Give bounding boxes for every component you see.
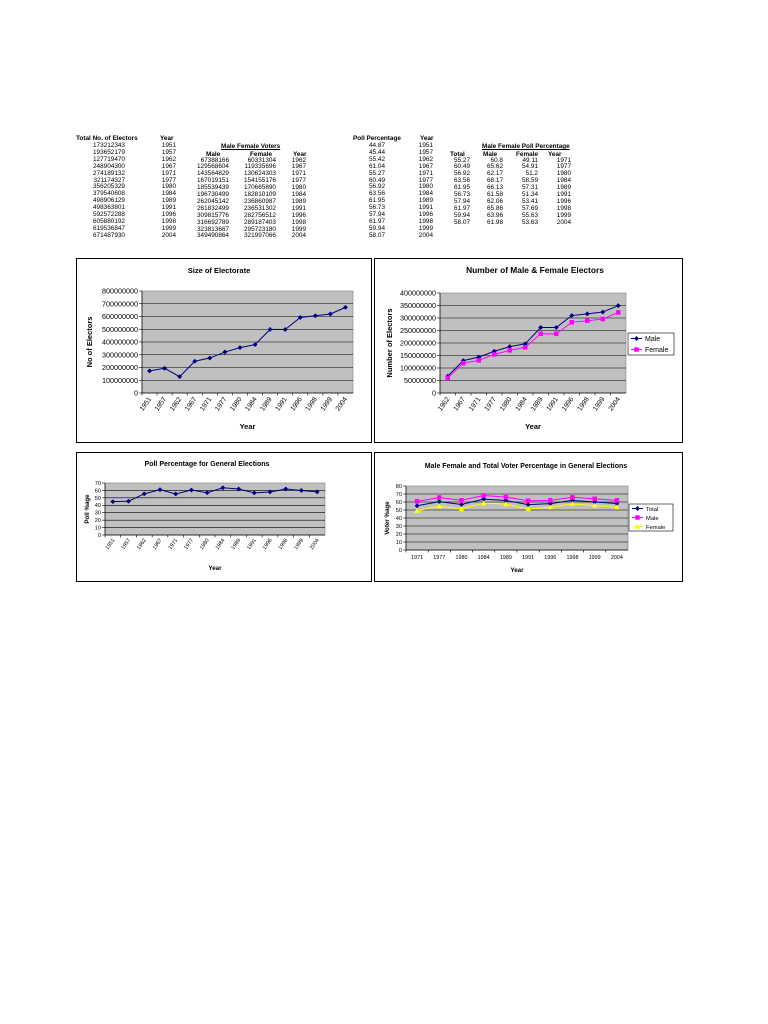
- electors-cell: 592572288: [93, 211, 125, 218]
- poll-percentage-svg: [77, 453, 371, 581]
- c4-group: [384, 463, 673, 574]
- mf-voters-cell: 1980: [291, 184, 306, 192]
- x-tick-label: 1971: [411, 555, 424, 561]
- x-tick-label: 1962: [168, 396, 184, 413]
- mf-voters-cell: 1989: [291, 197, 306, 205]
- chart-title: Number of Male & Female Electors: [466, 265, 604, 275]
- x-tick-label: 1999: [591, 396, 607, 413]
- mf-poll-cell: 55.63: [522, 211, 538, 219]
- x-tick-label: 1967: [151, 537, 164, 551]
- poll-cell: 56.92: [369, 183, 385, 191]
- data-point-female: [492, 352, 496, 356]
- y-tick-label: 100000000: [102, 375, 138, 385]
- mf-voters-male-header: Male: [206, 151, 221, 158]
- electors-cell: 1971: [161, 169, 176, 177]
- mf-poll-cell: 1991: [556, 191, 571, 198]
- mf-poll-cell: 1996: [556, 197, 571, 205]
- data-point-female: [554, 332, 558, 336]
- x-tick-label: 1989: [230, 537, 243, 551]
- electors-cell: 1951: [161, 142, 176, 149]
- data-point-male: [615, 498, 619, 502]
- electors-cell: 1984: [161, 190, 176, 198]
- x-tick-label: 1984: [514, 396, 529, 413]
- x-tick-label: 1996: [261, 537, 274, 551]
- legend-marker: [635, 348, 639, 352]
- x-tick-label: 1980: [455, 555, 468, 561]
- size-of-electorate-svg: [77, 259, 371, 442]
- electors-cell: 356205329: [93, 183, 125, 191]
- poll-cell: 1971: [418, 169, 433, 177]
- mf-voters-cell: 262045142: [197, 197, 229, 205]
- data-point-male: [504, 495, 508, 499]
- y-tick-label: 0: [97, 532, 101, 539]
- poll-cell: 61.04: [369, 162, 385, 170]
- mf-poll-cell: 61.95: [454, 184, 470, 192]
- x-axis-title: Year: [510, 567, 524, 574]
- poll-cell: 1998: [418, 217, 433, 225]
- mf-poll-cell: 51.34: [522, 191, 538, 198]
- mf-poll-cell: 61.98: [487, 218, 503, 226]
- data-point-male: [482, 493, 486, 497]
- x-tick-label: 1999: [588, 555, 601, 561]
- electors-cell: 321174327: [93, 176, 125, 184]
- mf-poll-cell: 55.27: [454, 156, 470, 164]
- mf-voters-cell: 1967: [291, 163, 306, 171]
- data-point-female: [616, 311, 620, 315]
- y-tick-label: 40: [94, 503, 101, 510]
- plot-area: [105, 483, 325, 535]
- y-tick-label: 20: [395, 531, 402, 538]
- y-tick-label: 100000000: [400, 363, 436, 373]
- x-tick-label: 2004: [610, 555, 623, 561]
- x-tick-label: 1962: [136, 537, 148, 551]
- electors-cell: 1962: [161, 155, 176, 163]
- legend-label: Female: [646, 524, 666, 531]
- poll-cell: 55.42: [369, 155, 385, 163]
- x-tick-label: 1967: [183, 396, 199, 413]
- mf-poll-male-header: Male: [483, 151, 498, 158]
- poll-cell: 1967: [418, 162, 433, 170]
- mf-voters-cell: 2004: [291, 232, 306, 240]
- electors-cell: 2004: [161, 231, 176, 239]
- poll-pct-header: Poll Percentage: [353, 135, 401, 142]
- mf-voters-cell: 154155176: [244, 177, 276, 185]
- y-tick-label: 800000000: [102, 286, 138, 296]
- poll-cell: 60.49: [369, 176, 385, 184]
- y-tick-label: 60: [94, 488, 101, 495]
- mf-voters-cell: 170665890: [244, 184, 276, 192]
- mf-voters-cell: 185539439: [197, 184, 229, 192]
- y-tick-label: 20: [94, 518, 101, 525]
- x-tick-label: 1998: [304, 396, 319, 413]
- mf-poll-cell: 58.07: [454, 218, 470, 226]
- poll-percentage-chart: [76, 452, 372, 582]
- electors-cell: 498906129: [93, 197, 125, 205]
- c1-group: [85, 266, 353, 431]
- data-point-female: [539, 332, 543, 336]
- x-tick-label: 1989: [499, 555, 512, 561]
- mf-poll-cell: 66.13: [487, 184, 503, 192]
- y-tick-label: 400000000: [102, 337, 138, 347]
- x-axis-title: Year: [208, 565, 222, 572]
- mf-voters-cell: 261832499: [197, 204, 229, 212]
- x-tick-label: 1991: [246, 537, 258, 551]
- mf-voters-cell: 1999: [291, 225, 306, 233]
- mf-poll-cell: 57.31: [522, 184, 538, 192]
- mf-poll-cell: 61.97: [454, 204, 470, 212]
- y-tick-label: 30: [94, 510, 101, 517]
- y-tick-label: 0: [134, 388, 138, 398]
- mf-poll-cell: 1998: [556, 204, 571, 212]
- mf-voters-year-header: Year: [293, 151, 307, 158]
- x-tick-label: 1989: [259, 396, 274, 413]
- y-tick-label: 250000000: [400, 326, 436, 336]
- mf-poll-cell: 51.2: [525, 170, 538, 178]
- legend-label: Male: [646, 515, 659, 522]
- mf-poll-cell: 53.63: [522, 218, 538, 226]
- legend-label: Male: [645, 335, 661, 343]
- poll-cell: 1996: [418, 211, 433, 218]
- x-tick-label: 1957: [120, 537, 133, 551]
- x-tick-label: 2004: [308, 537, 321, 551]
- poll-cell: 61.97: [369, 217, 385, 225]
- mf-poll-cell: 60.49: [454, 163, 470, 171]
- electors-cell: 1980: [161, 183, 176, 191]
- electors-cell: 274189132: [93, 169, 125, 177]
- c3-group: [84, 461, 325, 572]
- poll-cell: 57.94: [369, 211, 385, 218]
- data-point-female: [477, 358, 481, 362]
- mf-voters-cell: 295723180: [244, 225, 276, 233]
- mf-voters-cell: 236531302: [244, 204, 276, 212]
- data-point-female: [601, 317, 605, 321]
- y-tick-label: 50000000: [404, 376, 436, 386]
- legend-label: Female: [645, 346, 669, 354]
- y-tick-label: 700000000: [102, 299, 138, 309]
- data-point-male: [526, 499, 530, 503]
- mf-voters-title: Male Female Voters: [221, 143, 281, 150]
- y-tick-label: 10: [94, 525, 101, 532]
- size-of-electorate-chart: [76, 258, 372, 443]
- x-tick-label: 1977: [433, 555, 446, 561]
- mf-voters-cell: 236860987: [244, 197, 276, 205]
- y-axis-title: No of Electors: [85, 316, 94, 368]
- mf-poll-cell: 61.58: [487, 191, 503, 198]
- electors-cell: 127719470: [93, 155, 125, 163]
- data-point-female: [570, 320, 574, 324]
- poll-year-header: Year: [420, 135, 434, 142]
- poll-cell: 2004: [418, 231, 433, 239]
- mf-poll-cell: 57.69: [522, 204, 538, 212]
- electors-cell: 1999: [161, 224, 176, 232]
- mf-poll-cell: 65.62: [487, 163, 503, 171]
- data-point-male: [571, 495, 575, 499]
- y-tick-label: 10: [395, 539, 402, 546]
- data-point-male: [460, 498, 464, 502]
- mf-voters-cell: 1977: [291, 177, 306, 185]
- mf-poll-cell: 54.91: [522, 163, 538, 171]
- mf-poll-female-header: Female: [516, 151, 539, 158]
- mf-poll-cell: 49.11: [522, 156, 538, 164]
- poll-cell: 1984: [418, 190, 433, 198]
- y-axis-title: Number of Electors: [385, 308, 394, 378]
- x-tick-label: 1999: [293, 537, 306, 551]
- mf-voters-cell: 60331304: [247, 156, 276, 164]
- x-tick-label: 1977: [483, 396, 498, 413]
- mf-voters-cell: 119335696: [244, 163, 276, 171]
- mf-poll-cell: 68.17: [487, 177, 503, 185]
- electors-cell: 379540608: [93, 190, 125, 198]
- y-tick-label: 200000000: [400, 338, 436, 348]
- mf-poll-cell: 1999: [556, 211, 571, 219]
- mf-poll-cell: 62.06: [487, 197, 503, 205]
- x-tick-label: 1962: [436, 396, 452, 413]
- mf-voters-cell: 143564829: [197, 170, 229, 178]
- data-point-male: [593, 497, 597, 501]
- electors-cell: 619536847: [93, 224, 125, 232]
- electors-cell: 1989: [161, 197, 176, 205]
- electors-cell: 1957: [161, 148, 176, 156]
- mf-voters-female-header: Female: [250, 151, 273, 158]
- mf-poll-cell: 1977: [556, 163, 571, 171]
- mf-voters-cell: 130624303: [244, 170, 276, 178]
- mf-poll-total-header: Total: [450, 151, 465, 158]
- electors-cell: 605880192: [93, 217, 125, 225]
- mf-voters-cell: 321997066: [244, 232, 276, 240]
- poll-cell: 1989: [418, 197, 433, 205]
- poll-cell: 1991: [418, 204, 433, 212]
- electors-cell: 1996: [161, 211, 176, 218]
- x-tick-label: 1980: [498, 396, 514, 413]
- data-point-female: [446, 376, 450, 380]
- mf-poll-cell: 63.56: [454, 177, 470, 185]
- electors-cell: 193652179: [93, 148, 125, 156]
- mf-poll-cell: 65.86: [487, 204, 503, 212]
- poll-cell: 55.27: [369, 169, 385, 177]
- x-tick-label: 1984: [244, 396, 259, 413]
- data-point-male: [548, 498, 552, 502]
- mf-voters-cell: 182810109: [244, 191, 276, 198]
- mf-voters-cell: 1971: [291, 170, 306, 178]
- mf-poll-title: Male Female Poll Percentage: [482, 143, 570, 150]
- mf-poll-cell: 1971: [556, 156, 571, 164]
- poll-cell: 44.87: [369, 142, 385, 149]
- mf-voters-cell: 167019151: [197, 177, 229, 185]
- electors-year-header: Year: [160, 135, 174, 142]
- x-tick-label: 1971: [167, 537, 180, 551]
- x-tick-label: 1998: [277, 537, 290, 551]
- x-axis-title: Year: [239, 422, 256, 431]
- mf-voters-cell: 349490864: [197, 232, 229, 240]
- mf-poll-cell: 53.41: [522, 197, 538, 205]
- chart-title: Poll Percentage for General Elections: [144, 461, 270, 468]
- y-tick-label: 40: [395, 515, 402, 522]
- voter-percentage-svg: [375, 453, 682, 581]
- mf-voters-cell: 282756512: [244, 211, 276, 219]
- poll-cell: 1980: [418, 183, 433, 191]
- mf-poll-cell: 58.59: [522, 177, 538, 185]
- data-point-female: [523, 345, 527, 349]
- x-tick-label: 1984: [477, 555, 490, 561]
- y-tick-label: 0: [432, 388, 436, 398]
- x-axis-title: Year: [525, 422, 541, 431]
- x-tick-label: 1996: [560, 396, 576, 413]
- data-point-female: [585, 319, 589, 323]
- electors-cell: 1967: [161, 162, 176, 170]
- x-tick-label: 1998: [566, 555, 579, 561]
- x-tick-label: 1991: [274, 396, 289, 413]
- electors-cell: 498363801: [93, 204, 125, 212]
- mf-voters-cell: 316692789: [197, 218, 229, 226]
- mf-voters-cell: 196730499: [197, 191, 229, 198]
- poll-cell: 61.95: [369, 197, 385, 205]
- data-point-female: [461, 361, 465, 365]
- mf-voters-cell: 1984: [291, 191, 306, 198]
- poll-cell: 1999: [418, 224, 433, 232]
- poll-cell: 1977: [418, 176, 433, 184]
- poll-cell: 1962: [418, 155, 433, 163]
- y-tick-label: 300000000: [400, 313, 436, 323]
- mf-poll-cell: 63.96: [487, 211, 503, 219]
- x-tick-label: 1991: [545, 396, 560, 413]
- electors-cell: 248904300: [93, 162, 125, 170]
- x-tick-label: 1971: [199, 396, 214, 413]
- y-axis-title: Voter %age: [384, 501, 391, 535]
- y-tick-label: 30: [395, 523, 402, 530]
- x-tick-label: 1996: [289, 396, 304, 413]
- mf-poll-cell: 56.73: [454, 191, 470, 198]
- mf-poll-cell: 1984: [556, 177, 571, 185]
- data-point-male: [437, 496, 441, 500]
- mf-poll-cell: 57.94: [454, 197, 470, 205]
- electors-cell: 1977: [161, 176, 176, 184]
- y-tick-label: 80: [395, 483, 402, 490]
- voter-percentage-chart: [374, 452, 683, 582]
- y-tick-label: 150000000: [400, 351, 436, 361]
- x-tick-label: 1984: [214, 537, 227, 551]
- x-tick-label: 1971: [467, 396, 483, 413]
- mf-voters-cell: 1996: [291, 211, 306, 219]
- y-axis-title: Poll %age: [84, 494, 91, 524]
- y-tick-label: 50: [94, 495, 101, 502]
- mf-voters-cell: 1998: [291, 218, 306, 226]
- x-tick-label: 2004: [607, 396, 622, 413]
- x-tick-label: 1951: [138, 396, 154, 413]
- x-tick-label: 1991: [522, 555, 535, 561]
- y-tick-label: 600000000: [102, 312, 138, 322]
- mf-voters-cell: 289187403: [244, 218, 276, 226]
- x-tick-label: 1977: [214, 396, 229, 413]
- mf-poll-cell: 1989: [556, 184, 571, 192]
- mf-poll-cell: 2004: [556, 218, 571, 226]
- y-tick-label: 350000000: [400, 301, 436, 311]
- x-tick-label: 1957: [153, 396, 169, 413]
- mf-voters-cell: 67388166: [200, 156, 229, 164]
- x-tick-label: 1998: [576, 396, 591, 413]
- poll-cell: 59.94: [369, 224, 385, 232]
- c2-group: [385, 265, 674, 431]
- mf-voters-cell: 1962: [291, 156, 306, 164]
- y-tick-label: 70: [395, 491, 402, 498]
- poll-cell: 58.07: [369, 231, 385, 239]
- mf-poll-cell: 59.94: [454, 211, 470, 219]
- y-tick-label: 200000000: [102, 363, 138, 373]
- poll-cell: 63.56: [369, 190, 385, 198]
- mf-voters-cell: 129568604: [197, 163, 229, 171]
- mf-poll-cell: 60.8: [490, 156, 503, 164]
- electors-cell: 1991: [161, 204, 176, 212]
- mf-voters-cell: 1991: [291, 204, 306, 212]
- y-tick-label: 300000000: [102, 350, 138, 360]
- x-tick-label: 1977: [183, 537, 196, 551]
- x-tick-label: 1980: [198, 537, 211, 551]
- legend-marker: [636, 516, 640, 520]
- electors-cell: 1998: [161, 217, 176, 225]
- y-tick-label: 400000000: [400, 288, 436, 298]
- x-tick-label: 1967: [452, 396, 467, 413]
- male-female-electors-chart: [374, 258, 683, 443]
- y-tick-label: 60: [395, 499, 402, 506]
- x-tick-label: 1996: [544, 555, 557, 561]
- poll-cell: 45.44: [369, 148, 385, 156]
- x-tick-label: 1989: [529, 396, 545, 413]
- mf-poll-cell: 62.17: [487, 170, 503, 178]
- chart-title: Male Female and Total Voter Percentage in General Elections: [424, 463, 628, 470]
- mf-poll-cell: 1980: [556, 170, 571, 178]
- mf-poll-cell: 56.92: [454, 170, 470, 178]
- mf-voters-cell: 309815776: [197, 211, 229, 219]
- poll-cell: 1951: [418, 142, 433, 149]
- poll-cell: 1957: [418, 148, 433, 156]
- x-tick-label: 1980: [229, 396, 244, 413]
- legend-label: Total: [646, 506, 659, 513]
- male-female-electors-svg: [375, 259, 682, 442]
- mf-voters-cell: 323813667: [197, 225, 229, 233]
- data-point-female: [508, 348, 512, 352]
- x-tick-label: 1951: [104, 537, 117, 551]
- y-tick-label: 500000000: [102, 324, 138, 334]
- poll-cell: 56.73: [369, 204, 385, 212]
- data-point-male: [415, 499, 419, 503]
- y-tick-label: 0: [398, 547, 402, 554]
- electors-cell: 173212343: [93, 142, 125, 149]
- electors-cell: 671487930: [93, 231, 125, 239]
- chart-title: Size of Electorate: [187, 266, 251, 275]
- x-tick-label: 1999: [319, 396, 335, 413]
- mf-poll-year-header: Year: [548, 151, 562, 158]
- y-tick-label: 70: [94, 480, 101, 487]
- x-tick-label: 2004: [334, 396, 350, 413]
- electors-total-header: Total No. of Electors: [76, 135, 138, 142]
- y-tick-label: 50: [395, 507, 402, 514]
